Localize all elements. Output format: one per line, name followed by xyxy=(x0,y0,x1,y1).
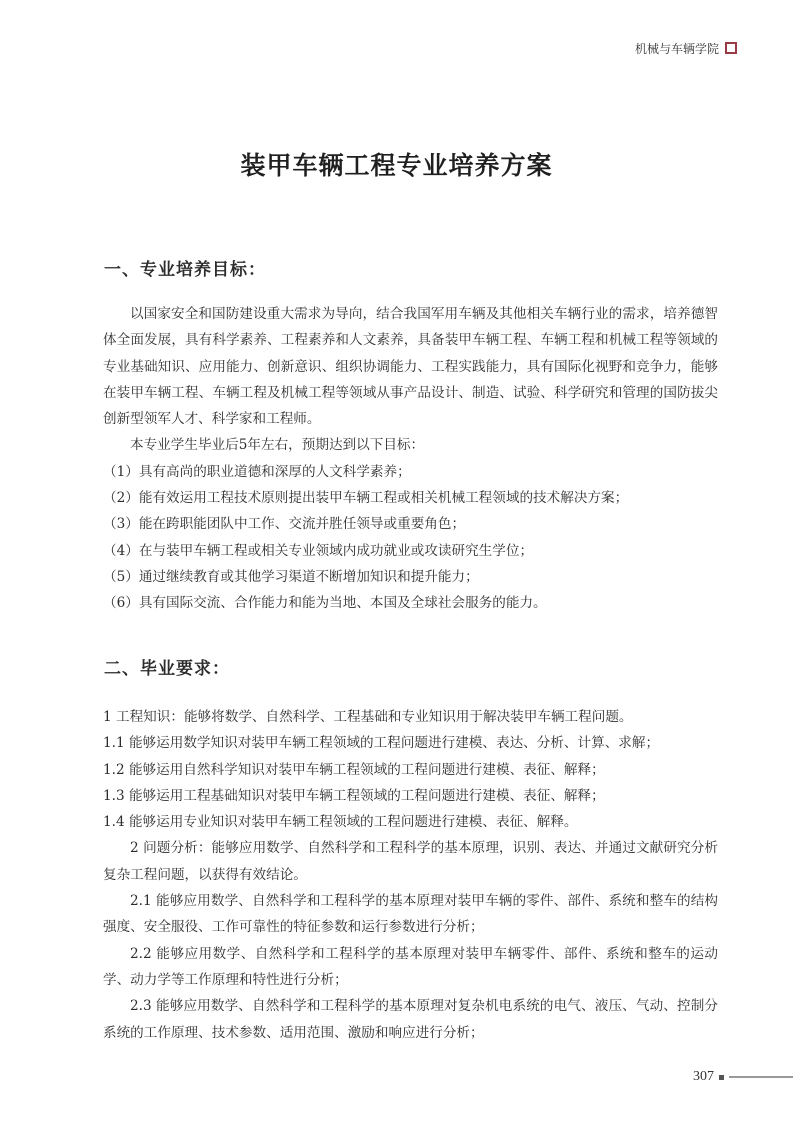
paragraph: 本专业学生毕业后5年左右，预期达到以下目标： xyxy=(130,437,425,454)
list-item: （1）具有高尚的职业道德和深厚的人文科学素养； xyxy=(103,463,411,480)
list-item: （2）能有效运用工程技术原则提出装甲车辆工程或相关机械工程领域的技术解决方案； xyxy=(103,490,629,507)
list-item: （6）具有国际交流、合作能力和能为当地、本国及全球社会服务的能力。 xyxy=(103,595,547,612)
page-title: 装甲车辆工程专业培养方案 xyxy=(240,151,553,180)
paragraph: 2.3 能够应用数学、自然科学和工程科学的基本原理对复杂机电系统的电气、液压、气动、控制分系统的工作原理、技术参数、适用范围、激励和响应进行分析； xyxy=(103,998,718,1041)
paragraph: 1.1 能够运用数学知识对装甲车辆工程领域的工程问题进行建模、表达、分析、计算、求解； xyxy=(103,735,660,752)
list-item: （5）通过继续教育或其他学习渠道不断增加知识和提升能力； xyxy=(103,568,479,585)
footer-rule xyxy=(729,1076,793,1078)
list-item: （3）能在跨职能团队中工作、交流并胜任领导或重要角色； xyxy=(103,516,466,533)
list-item: （4）在与装甲车辆工程或相关专业领域内成功就业或攻读研究生学位； xyxy=(103,542,534,559)
paragraph: 2.1 能够应用数学、自然科学和工程科学的基本原理对装甲车辆的零件、部件、系统和整车的结构强度、安全服役、工作可靠性的特征参数和运行参数进行分析； xyxy=(103,893,718,936)
paragraph: 1.3 能够运用工程基础知识对装甲车辆工程领域的工程问题进行建模、表征、解释； xyxy=(103,787,605,804)
paragraph: 以国家安全和国防建设重大需求为导向，结合我国军用车辆及其他相关车辆行业的需求，培养德智体全面发展，具有科学素养、工程素养和人文素养，具备装甲车辆工程、车辆工程和机械工程等领域的专业基础知识、应用能力、创新意识、组织协调能力、工程实践能力，具有国际化视野和竞争力，能够在装甲车辆工程、车辆工程及机械工程等领域从事产品设计、制造、试验、科学研究和管理的国防拔尖创新型领军人才、科学家和工程师。 xyxy=(103,306,718,428)
section-objectives-body xyxy=(103,301,718,617)
paragraph: 1.2 能够运用自然科学知识对装甲车辆工程领域的工程问题进行建模、表征、解释； xyxy=(103,761,605,778)
page-number: 307 xyxy=(693,1069,714,1084)
square-icon xyxy=(725,42,737,54)
footer-dot-icon xyxy=(719,1075,724,1080)
running-header-title: 机械与车辆学院 xyxy=(634,41,719,56)
running-header xyxy=(635,38,737,58)
section-heading-objectives: 一、专业培养目标： xyxy=(104,260,266,280)
paragraph: 2 问题分析：能够应用数学、自然科学和工程科学的基本原理，识别、表达、并通过文献研究分析复杂工程问题，以获得有效结论。 xyxy=(103,840,718,883)
paragraph: 2.2 能够应用数学、自然科学和工程科学的基本原理对装甲车辆零件、部件、系统和整车的运动学、动力学等工作原理和特性进行分析； xyxy=(103,945,718,988)
page-footer xyxy=(693,1069,793,1085)
paragraph: 1.4 能够运用专业知识对装甲车辆工程领域的工程问题进行建模、表征、解释。 xyxy=(103,814,578,831)
section-heading-requirements: 二、毕业要求： xyxy=(104,659,230,679)
paragraph: 1 工程知识：能够将数学、自然科学、工程基础和专业知识用于解决装甲车辆工程问题。 xyxy=(103,709,633,725)
section-requirements-body xyxy=(103,704,718,1046)
